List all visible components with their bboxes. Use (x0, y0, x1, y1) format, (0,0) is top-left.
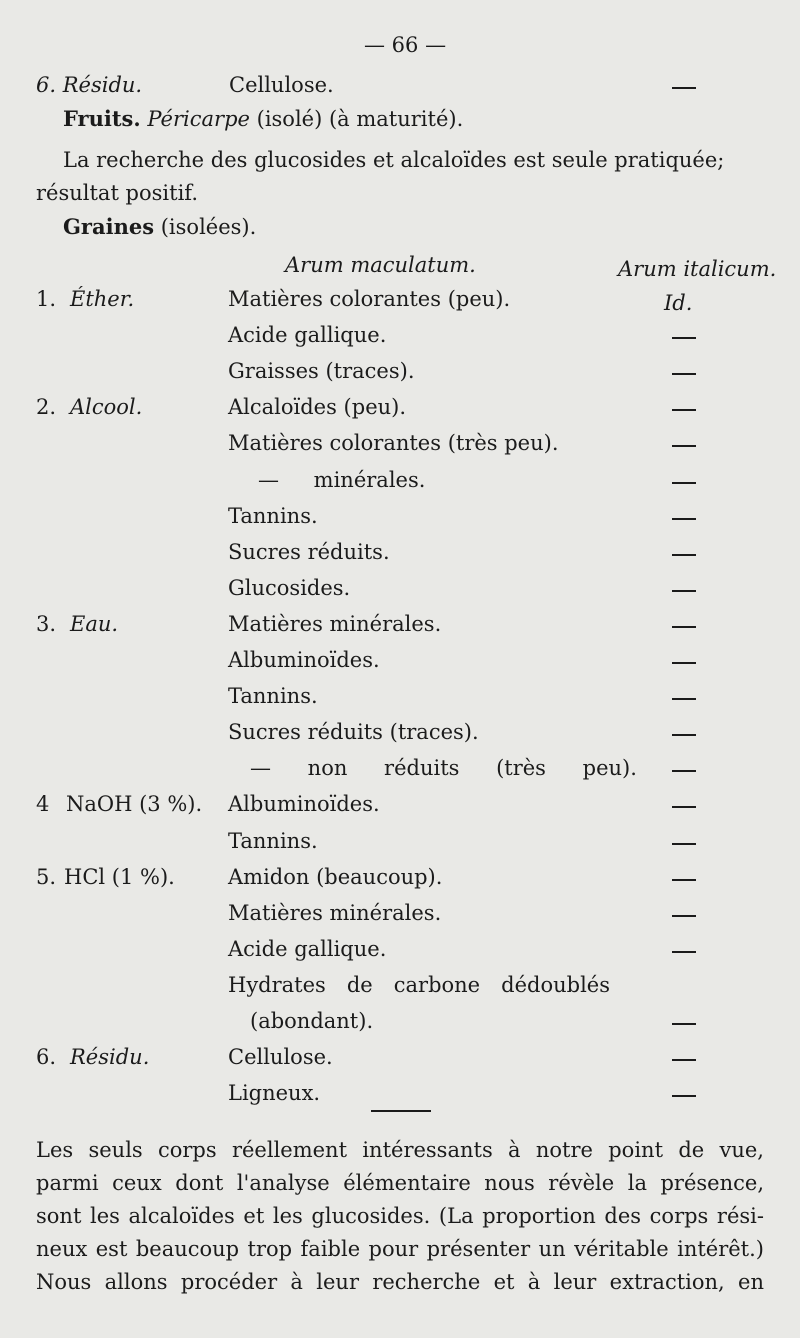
row-italicum-dash (672, 951, 696, 953)
row-substance: — minérales. (258, 468, 426, 492)
row-substance: (abondant). (250, 1009, 374, 1033)
row-italicum-dash (672, 626, 696, 628)
body-paragraph (36, 1134, 764, 1299)
paragraph-line: Les seuls corps réellement intéressants à notre point de vue, (36, 1138, 764, 1162)
row-substance: Matières colorantes (peu). (228, 287, 511, 311)
row-substance: Albuminoïdes. (228, 792, 380, 816)
fruits-line1: La recherche des glucosides et alcaloïdes est seule pratiquée; (63, 148, 725, 172)
graines-heading: Graines (63, 214, 155, 239)
fruits-line2: résultat positif. (36, 181, 198, 205)
row-number: 5. (36, 865, 57, 889)
row-solvent-label: Résidu. (70, 1045, 150, 1069)
row-substance: Tannins. (228, 684, 318, 708)
row-italicum-dash (672, 482, 696, 484)
row-italicum-dash (672, 806, 696, 808)
row-italicum-dash (672, 1095, 696, 1097)
graines-rest: (isolées). (160, 215, 257, 239)
row-italicum-dash (672, 1023, 696, 1025)
graines-heading-line (63, 214, 256, 240)
row-solvent-label: NaOH (3 %). (66, 792, 203, 816)
page-number: — 66 — (364, 33, 447, 57)
row-number: 3. (36, 612, 57, 636)
row-solvent-label: HCl (1 %). (64, 865, 175, 889)
row-substance: Ligneux. (228, 1081, 321, 1105)
row-substance: Hydrates de carbone dédoublés (228, 973, 610, 997)
row-substance: Graisses (traces). (228, 359, 415, 383)
row-substance: Tannins. (228, 829, 318, 853)
row-italicum-dash (672, 662, 696, 664)
section-rule (371, 1110, 431, 1112)
column-header-italicum: Arum italicum. (618, 257, 777, 281)
row-substance: Acide gallique. (228, 323, 387, 347)
paragraph-line: Nous allons procéder à leur recherche et à leur extraction, en (36, 1270, 764, 1294)
paragraph-line: neux est beaucoup trop faible pour présenter un véritable intérêt.) (36, 1237, 764, 1261)
row-italicum-dash (672, 590, 696, 592)
row-solvent-label: Éther. (70, 287, 135, 311)
row-substance: Alcaloïdes (peu). (228, 395, 407, 419)
row-substance: Matières colorantes (très peu). (228, 431, 559, 455)
row-italicum-dash (672, 734, 696, 736)
prev-residu-text: 6. Résidu. (36, 73, 143, 97)
row-number: 4 (36, 792, 50, 816)
prev-residu-value: Cellulose. (229, 73, 334, 97)
row-solvent-label: Alcool. (70, 395, 143, 419)
fruits-heading-line (63, 106, 463, 132)
paragraph-line: parmi ceux dont l'analyse élémentaire nous révèle la présence, (36, 1171, 764, 1195)
row-number: 1. (36, 287, 57, 311)
row-italicum-value: Id. (664, 291, 693, 315)
column-header-maculatum: Arum maculatum. (285, 253, 476, 277)
fruits-rest: (isolé) (à maturité). (256, 107, 464, 131)
row-substance: Sucres réduits. (228, 540, 390, 564)
row-italicum-dash (672, 915, 696, 917)
prev-residu-dash (672, 87, 696, 89)
row-italicum-dash (672, 518, 696, 520)
fruits-pericarpe: Péricarpe (147, 107, 250, 131)
row-italicum-dash (672, 445, 696, 447)
row-italicum-dash (672, 409, 696, 411)
row-italicum-dash (672, 879, 696, 881)
row-substance: Cellulose. (228, 1045, 333, 1069)
row-substance: Tannins. (228, 504, 318, 528)
paragraph-line: sont les alcaloïdes et les glucosides. (La proportion des corps rési- (36, 1204, 764, 1228)
row-substance: Acide gallique. (228, 937, 387, 961)
row-substance: Matières minérales. (228, 901, 442, 925)
row-substance: Albuminoïdes. (228, 648, 380, 672)
fruits-heading: Fruits. (63, 106, 141, 131)
row-substance: Amidon (beaucoup). (228, 865, 443, 889)
row-italicum-dash (672, 554, 696, 556)
row-italicum-dash (672, 770, 696, 772)
row-substance: Sucres réduits (traces). (228, 720, 479, 744)
row-substance: — non réduits (très peu). (250, 756, 637, 780)
row-substance: Matières minérales. (228, 612, 442, 636)
row-italicum-dash (672, 843, 696, 845)
row-solvent-label: Eau. (70, 612, 119, 636)
prev-residu-label (36, 72, 142, 98)
row-italicum-dash (672, 1059, 696, 1061)
row-italicum-dash (672, 698, 696, 700)
row-substance: Glucosides. (228, 576, 351, 600)
row-number: 2. (36, 395, 57, 419)
row-italicum-dash (672, 373, 696, 375)
row-italicum-dash (672, 337, 696, 339)
row-number: 6. (36, 1045, 57, 1069)
